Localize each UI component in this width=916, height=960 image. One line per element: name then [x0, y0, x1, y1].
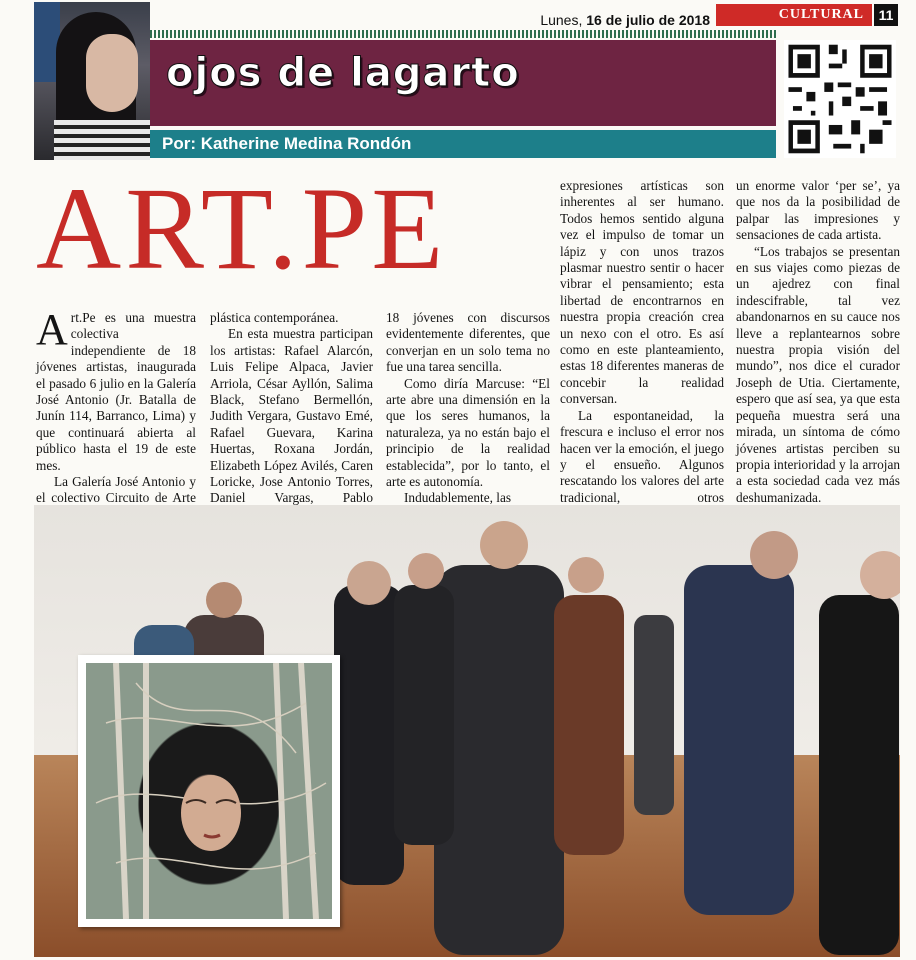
paragraph: La espontaneidad, la frescura e incluso el error nos hacen ver la emoción, el juego y el ensueño. Algunos rescatando los valores del arte tradicional, otros: [560, 407, 724, 505]
paragraph: expresiones artísticas son inherentes al ser humano. Todos hemos sentido alguna vez el impulso de tomar un lápiz y con unos trazos plasmar nuestro sentir o hacer vibrar el pensamiento; esta libertad de encontrarnos en nuestra propia creación crea un nexo con el otro. Es así como en este planteamiento, estas 18 diferentes maneras de concebir la realidad conversan.: [560, 178, 724, 407]
byline: Por: Katherine Medina Rondón: [162, 134, 412, 153]
article-column-4: [560, 178, 724, 555]
column-title: ojos de lagarto: [166, 50, 520, 96]
drop-cap: A: [36, 305, 68, 354]
decorative-stripe: [150, 30, 776, 38]
paragraph: Indudablemente, las: [404, 490, 512, 506]
page-number: 11: [874, 4, 898, 26]
columnist-photo: [34, 2, 150, 160]
section-label: CULTURAL: [716, 4, 872, 26]
paragraph: La Galería José Antonio y el colectivo Circuito de Arte: [36, 474, 196, 506]
date-prefix: Lunes,: [540, 12, 583, 28]
headline: ART.PE: [36, 163, 448, 294]
date-main: 16 de julio de 2018: [586, 12, 710, 28]
artwork-inset: [78, 655, 340, 927]
article-column-3: [386, 310, 550, 507]
qr-code-icon: [784, 40, 896, 158]
paragraph: plástica contemporánea.: [210, 310, 339, 325]
article-column-5: [736, 178, 900, 506]
paragraph: Art.Pe es una muestra colectiva independiente de 18 jóvenes artistas, inaugurada el pasado 6 julio en la Galería José Antonio (Jr. Batalla de Junín 114, Barranco, Lima) y que continuará abierta al público hasta el 19 de este mes.: [36, 305, 196, 473]
paragraph: 18 jóvenes con discursos evidentemente diferentes, que converjan en un solo tema no fue una tarea sencilla.: [386, 310, 550, 375]
qr-code[interactable]: [784, 40, 896, 158]
painting-image: [86, 663, 332, 919]
paragraph: En esta muestra participan los artistas: Rafael Alarcón, Luis Felipe Alpaca, Javier Arriola, César Ayllón, Salima Black, Stefano Bermellón, Judith Vergara, Gustavo Emé, Rafael Guevara, Karina Huertas, Roxana Jordán, Elizabeth López Avilés, Caren Loricke, Jose Antonio Torres, Daniel Vargas, Pablo: [210, 326, 373, 506]
paragraph: Como diría Marcuse: “El arte abre una dimensión en la que los seres humanos, la naturaleza, ya no están bajo el principio de la realidad establecida”, por lo tanto, el arte es autonomía.: [386, 375, 550, 490]
paragraph: “Los trabajos se presentan en sus viajes como piezas de un ajedrez con final indescifrable, tal vez abandonarnos en su cauce nos lleve a replantearnos sobre nuestra propia visión del mundo”, nos dice el curador Joseph de Utia. Ciertamente, espero que así sea, ya que esta pequeña muestra será una mirada, un síntoma de cómo jóvenes artistas perciben su propia interioridad y la arrojan a esta sociedad cada vez más deshumanizada.: [736, 243, 900, 505]
paragraph: un enorme valor ‘per se’, ya que nos da la posibilidad de palpar las impresiones y sensaciones de cada artista.: [736, 178, 900, 243]
